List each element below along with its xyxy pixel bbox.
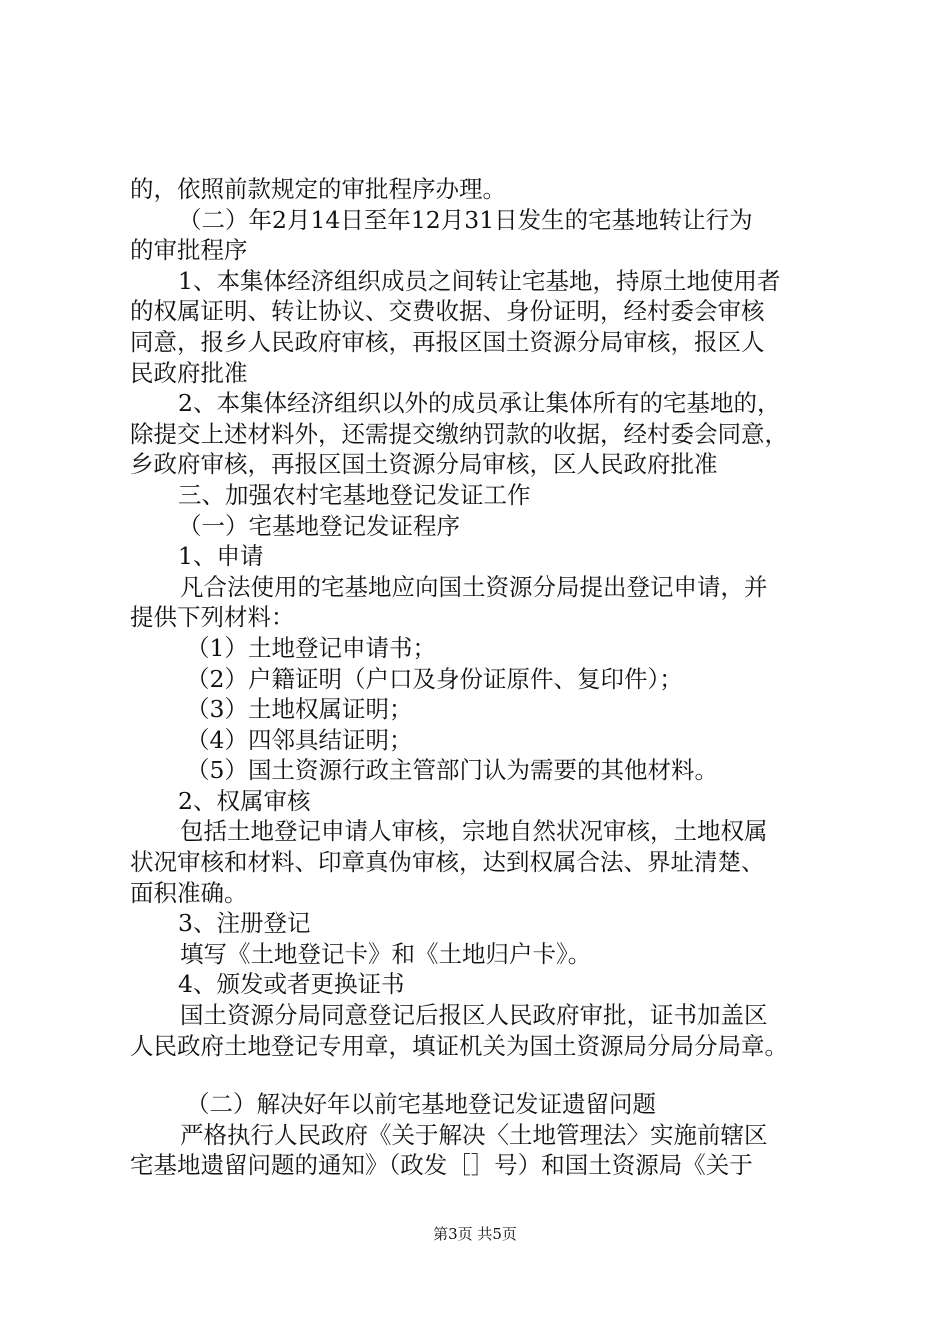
list-item: （5）国土资源行政主管部门认为需要的其他材料。 — [186, 756, 718, 785]
list-item: （3）土地权属证明； — [186, 695, 413, 724]
section-heading: 三、加强农村宅基地登记发证工作 — [178, 480, 531, 509]
paragraph-line: 提供下列材料： — [130, 603, 295, 632]
paragraph-line: 严格执行人民政府《关于解决〈土地管理法〉实施前辖区 — [180, 1120, 768, 1149]
paragraph-line: 乡政府审核，再报区国土资源分局审核，区人民政府批准 — [130, 450, 718, 479]
paragraph-line: 面积准确。 — [130, 878, 248, 907]
paragraph-line: 凡合法使用的宅基地应向国土资源分局提出登记申请，并 — [180, 572, 768, 601]
paragraph-line: 的权属证明、转让协议、交费收据、身份证明，经村委会审核 — [130, 297, 765, 326]
subsection-heading: （二）解决好年以前宅基地登记发证遗留问题 — [186, 1090, 656, 1119]
step-heading: 4、颁发或者更换证书 — [178, 970, 405, 999]
step-heading: 3、注册登记 — [178, 909, 311, 938]
paragraph-line: 1、本集体经济组织成员之间转让宅基地，持原土地使用者 — [178, 266, 781, 295]
paragraph-line: （二）年2月14日至年12月31日发生的宅基地转让行为 — [178, 205, 753, 234]
paragraph-line: 国土资源分局同意登记后报区人民政府审批，证书加盖区 — [180, 1001, 768, 1030]
paragraph-line: 状况审核和材料、印章真伪审核，达到权属合法、界址清楚、 — [130, 848, 765, 877]
paragraph-line: 2、本集体经济组织以外的成员承让集体所有的宅基地的， — [178, 389, 781, 418]
list-item: （2）户籍证明（户口及身份证原件、复印件）； — [186, 664, 683, 693]
paragraph-line: 的审批程序 — [130, 236, 248, 265]
paragraph-line: 民政府批准 — [130, 358, 248, 387]
paragraph-line: 的，依照前款规定的审批程序办理。 — [130, 175, 506, 203]
list-item: （1）土地登记申请书； — [186, 633, 436, 662]
paragraph-gap — [130, 1061, 830, 1089]
list-item: （4）四邻具结证明； — [186, 725, 413, 754]
step-heading: 2、权属审核 — [178, 786, 311, 815]
subsection-heading: （一）宅基地登记发证程序 — [178, 511, 460, 540]
paragraph-line: 包括土地登记申请人审核，宗地自然状况审核，土地权属 — [180, 817, 768, 846]
paragraph-line: 除提交上述材料外，还需提交缴纳罚款的收据，经村委会同意， — [130, 419, 788, 448]
paragraph-line: 同意，报乡人民政府审核，再报区国土资源分局审核，报区人 — [130, 327, 765, 356]
paragraph-line: 人民政府土地登记专用章，填证机关为国土资源局分局分局章。 — [130, 1031, 788, 1060]
paragraph-line: 宅基地遗留问题的通知》（政发［］号）和国土资源局《关于 — [130, 1151, 753, 1180]
step-heading: 1、申请 — [178, 542, 264, 571]
document-body — [130, 174, 830, 1181]
page-number-footer: 第3页 共5页 — [433, 1225, 517, 1243]
paragraph-line: 填写《土地登记卡》和《土地归户卡》。 — [180, 939, 592, 968]
